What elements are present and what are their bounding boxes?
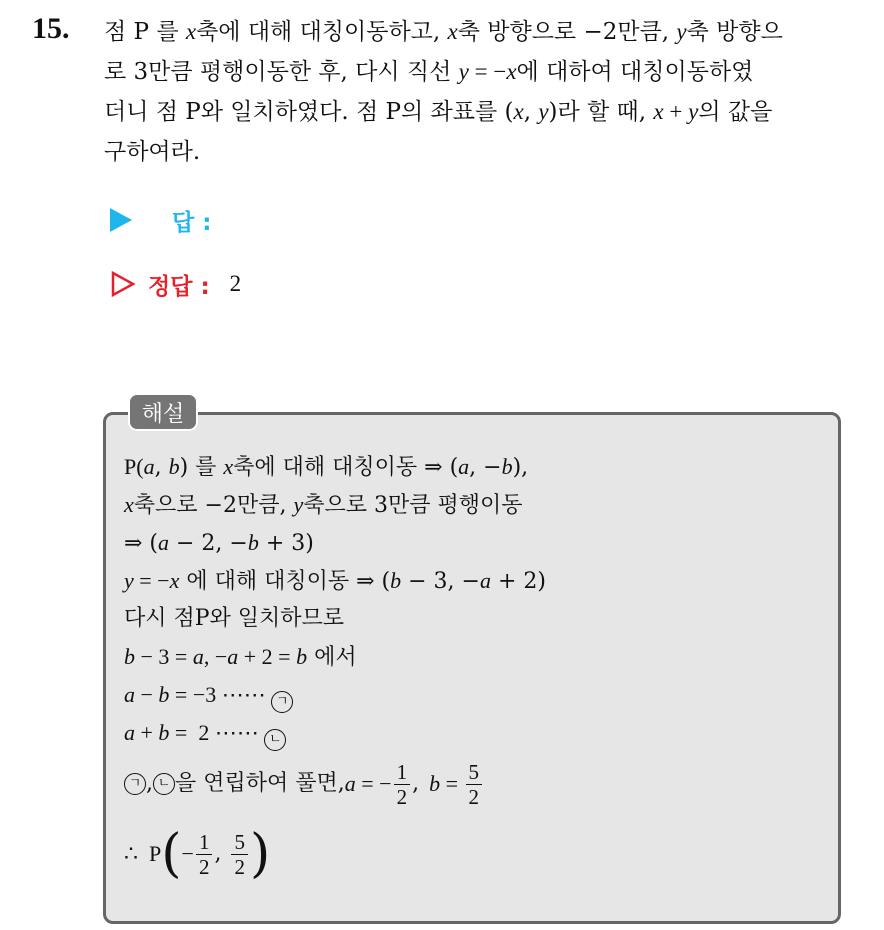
- explanation-line: [124, 600, 546, 638]
- math-var: a: [227, 644, 239, 669]
- play-triangle-icon: [110, 208, 132, 232]
- text: 에 대하여 대칭이동하였: [516, 59, 754, 85]
- fraction: [466, 760, 483, 809]
- correct-answer-row: [110, 266, 241, 302]
- explanation-line: [124, 822, 546, 886]
- text: 점 P 를: [104, 19, 186, 45]
- math-var: a: [344, 771, 356, 796]
- explanation-content: [124, 448, 546, 886]
- math-var: x: [169, 568, 180, 593]
- fraction-numerator: 1: [394, 760, 411, 785]
- text: 축 방향으: [686, 19, 783, 45]
- fraction-numerator: 5: [466, 760, 483, 785]
- explanation-line: [124, 676, 546, 714]
- math-var: b: [168, 454, 180, 479]
- math-var: a: [479, 568, 491, 593]
- text: = −: [133, 568, 170, 593]
- text: 에서: [307, 645, 357, 670]
- math-var: x: [447, 19, 458, 44]
- fraction-denominator: 2: [468, 784, 479, 809]
- math-var: b: [429, 771, 441, 796]
- text: −: [181, 841, 194, 866]
- text: 더니 점 P와 일치하였다. 점 P의 좌표를 (: [104, 99, 514, 125]
- text: P(: [124, 454, 144, 479]
- fraction-numerator: 1: [196, 830, 213, 855]
- outline-triangle-icon: [110, 271, 136, 297]
- explanation-line: [124, 524, 546, 562]
- math-var: y: [124, 568, 134, 593]
- math-var: a: [192, 644, 204, 669]
- text: ) 를: [179, 455, 224, 480]
- left-paren: (: [161, 824, 182, 884]
- text: +: [663, 99, 689, 124]
- text: 축으로 −2만큼,: [133, 493, 294, 518]
- text: − 2, −: [169, 531, 248, 556]
- text: 축으로 3만큼 평행이동: [303, 493, 523, 518]
- text: ,: [146, 771, 153, 796]
- question-line: [104, 132, 864, 172]
- math-var: b: [501, 454, 513, 479]
- math-var: a: [124, 720, 135, 745]
- text: 로 3만큼 평행이동한 후, 다시 직선: [104, 59, 459, 85]
- text: ,: [523, 99, 539, 125]
- math-var: b: [124, 644, 135, 669]
- circled-marker: ㄴ: [153, 773, 175, 795]
- text: 다시 점P와 일치하므로: [124, 606, 345, 631]
- fraction: [394, 760, 411, 809]
- answer-label: 답 :: [172, 209, 212, 236]
- therefore-label: ∴ P: [124, 841, 162, 866]
- math-var: y: [676, 19, 687, 44]
- right-paren: ): [249, 824, 271, 884]
- text: = −3 ⋯⋯: [169, 682, 272, 707]
- text: 을 연립하여 풀면,: [175, 771, 345, 796]
- text: +: [135, 720, 159, 745]
- correct-answer-label: 정답 :: [148, 273, 210, 300]
- text: ,: [214, 841, 222, 866]
- text: 축에 대해 대칭이동 ⇒ (: [233, 455, 459, 480]
- text: , −: [469, 455, 502, 480]
- math-var: b: [390, 568, 402, 593]
- math-var: x: [506, 59, 517, 84]
- question-line: [104, 12, 864, 52]
- math-var: b: [158, 720, 170, 745]
- math-var: a: [458, 454, 470, 479]
- math-var: x: [513, 99, 524, 124]
- text: = −: [355, 771, 392, 796]
- text: )라 할 때,: [548, 99, 654, 125]
- text: , −: [203, 644, 228, 669]
- math-var: a: [143, 454, 155, 479]
- explanation-line: [124, 714, 546, 752]
- text: 에 대해 대칭이동 ⇒ (: [179, 569, 391, 594]
- answer-row: [110, 202, 211, 238]
- text: ,: [154, 455, 169, 480]
- explanation-line: [124, 562, 546, 600]
- explanation-line: [124, 486, 546, 524]
- text: =: [440, 771, 464, 796]
- explanation-line: [124, 448, 546, 486]
- text: + 3): [258, 531, 314, 556]
- question-line: [104, 52, 864, 92]
- question-line: [104, 92, 864, 132]
- fraction: [196, 830, 213, 879]
- math-var: a: [124, 682, 135, 707]
- circled-marker: ㄱ: [124, 773, 146, 795]
- text: − 3 =: [135, 644, 193, 669]
- text: ,: [412, 771, 420, 796]
- math-var: y: [458, 59, 469, 84]
- fraction-numerator: 5: [231, 830, 248, 855]
- fraction-denominator: 2: [234, 854, 245, 879]
- math-var: x: [223, 454, 234, 479]
- explanation-line: [124, 638, 546, 676]
- text: −: [135, 682, 159, 707]
- math-var: x: [124, 492, 134, 517]
- text: 의 값을: [698, 99, 773, 125]
- explanation-line: [124, 752, 546, 816]
- text: ⇒ (: [124, 531, 159, 556]
- circled-marker: ㄱ: [271, 691, 293, 713]
- question-number: 15.: [32, 12, 70, 45]
- math-var: x: [185, 19, 197, 44]
- math-var: y: [293, 492, 304, 517]
- explanation-tag: 해설: [128, 393, 198, 431]
- text: − 3, −: [401, 569, 480, 594]
- correct-answer-value: 2: [229, 271, 242, 296]
- math-var: y: [688, 99, 699, 124]
- math-var: y: [538, 99, 549, 124]
- text: 축에 대해 대칭이동하고,: [196, 19, 448, 45]
- math-var: b: [296, 644, 308, 669]
- text: ),: [512, 455, 529, 480]
- text: = 2 ⋯⋯: [169, 720, 265, 745]
- text: + 2): [490, 569, 546, 594]
- text: = −: [468, 59, 507, 84]
- text: 축 방향으로 −2만큼,: [457, 19, 677, 45]
- math-var: b: [158, 682, 170, 707]
- fraction-denominator: 2: [396, 784, 408, 809]
- math-var: b: [247, 530, 259, 555]
- text: + 2 =: [238, 644, 297, 669]
- math-var: x: [653, 99, 664, 124]
- fraction-denominator: 2: [198, 854, 210, 879]
- math-var: a: [158, 530, 170, 555]
- question-text: [104, 12, 864, 172]
- text: 구하여라.: [104, 139, 201, 165]
- circled-marker: ㄴ: [264, 729, 286, 751]
- fraction: [231, 830, 248, 879]
